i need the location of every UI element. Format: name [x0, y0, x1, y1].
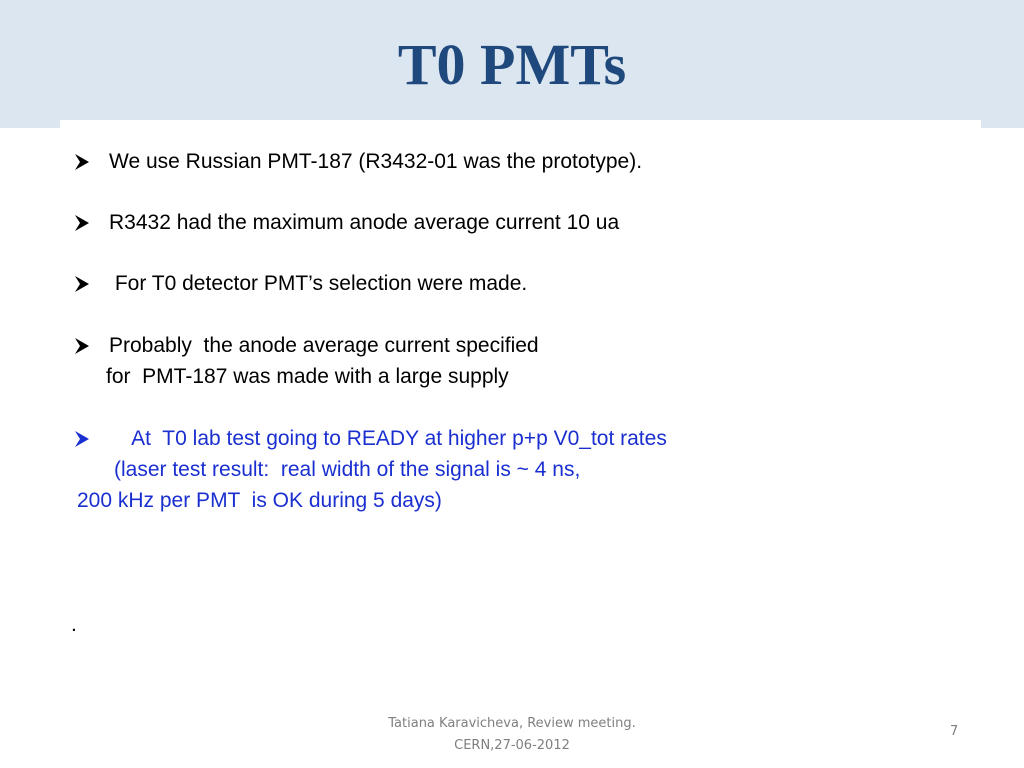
arrowhead-bullet-icon	[72, 335, 92, 357]
arrowhead-bullet-icon	[72, 151, 92, 173]
arrowhead-bullet-icon	[72, 428, 92, 450]
page-number: 7	[950, 724, 959, 739]
bullet-4-continuation: for PMT-187 was made with a large supply	[106, 365, 509, 388]
footer-text	[340, 713, 684, 757]
trailing-dot: .	[71, 613, 77, 636]
slide-title: T0 PMTs	[397, 32, 627, 97]
blue-bullet-text: At T0 lab test going to READY at higher p+p V0_tot rates	[109, 427, 667, 450]
bullet-1-text: We use Russian PMT-187 (R3432-01 was the prototype).	[109, 150, 643, 173]
arrowhead-bullet-icon	[72, 212, 92, 234]
arrowhead-bullet-icon	[72, 273, 92, 295]
blue-bullet-line-2: (laser test result: real width of the signal is ~ 4 ns,	[114, 458, 581, 481]
bullet-2-text: R3432 had the maximum anode average current 10 ua	[109, 211, 620, 234]
bullet-4-text: Probably the anode average current specified	[109, 334, 539, 357]
footer-author-line: Tatiana Karavicheva, Review meeting.	[388, 716, 636, 731]
footer-date-line: CERN,27-06-2012	[454, 738, 570, 753]
blue-bullet-line-3: 200 kHz per PMT is OK during 5 days)	[77, 489, 442, 512]
bullet-3-text: For T0 detector PMT’s selection were made.	[109, 272, 528, 295]
